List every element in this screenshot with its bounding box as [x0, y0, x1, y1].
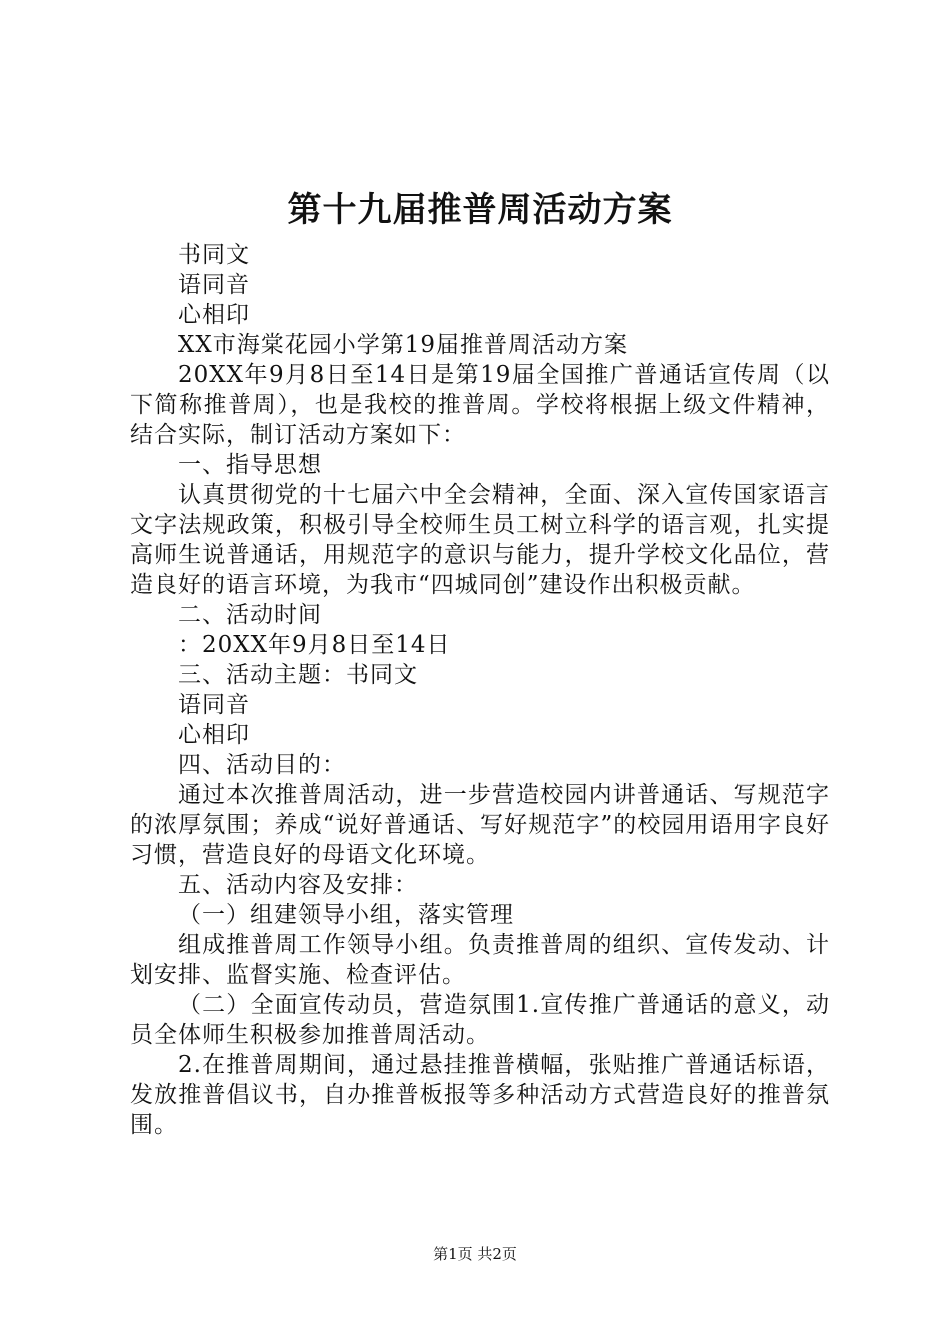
- section-heading-guiding-thought: 一、指导思想: [178, 452, 322, 478]
- subsection-heading-leadership-group: （一）组建领导小组，落实管理: [178, 902, 514, 928]
- paragraph-publicity-mobilization: （二）全面宣传动员，营造氛围1.宣传推广普通话的意义，动员全体师生积极参加推普周活动。: [130, 992, 830, 1048]
- paragraph-guiding-thought: 认真贯彻党的十七届六中全会精神，全面、深入宣传国家语言文字法规政策，积极引导全校师生员工树立科学的语言观，扎实提高师生说普通话，用规范字的意识与能力，提升学校文化品位，营造良好的语言环境，为我市“四城同创”建设作出积极贡献。: [130, 482, 830, 598]
- document-title: 第十九届推普周活动方案: [287, 190, 673, 230]
- document-body: [130, 240, 830, 1140]
- section-heading-activity-time: 二、活动时间: [178, 602, 322, 628]
- paragraph-motto-3: 心相印: [178, 302, 250, 328]
- paragraph-motto-2: 语同音: [178, 272, 250, 298]
- paragraph-intro: 20XX年9月8日至14日是第19届全国推广普通话宣传周（以下简称推普周），也是我校的推普周。学校将根据上级文件精神，结合实际，制订活动方案如下：: [130, 362, 830, 448]
- paragraph-plan-title: XX市海棠花园小学第19届推普周活动方案: [178, 332, 629, 358]
- paragraph-motto-1: 书同文: [178, 242, 250, 268]
- section-heading-content-arrangement: 五、活动内容及安排：: [178, 872, 418, 898]
- document-page: [130, 180, 830, 1140]
- paragraph-theme-2: 语同音: [178, 692, 250, 718]
- paragraph-activity-time: ：20XX年9月8日至14日: [178, 632, 451, 658]
- section-heading-activity-purpose: 四、活动目的：: [178, 752, 346, 778]
- paragraph-theme-3: 心相印: [178, 722, 250, 748]
- paragraph-publicity-item-2: 2.在推普周期间，通过悬挂推普横幅，张贴推广普通话标语，发放推普倡议书，自办推普板报等多种活动方式营造良好的推普氛围。: [130, 1052, 830, 1138]
- section-heading-activity-theme: 三、活动主题：书同文: [178, 662, 418, 688]
- paragraph-leadership-group: 组成推普周工作领导小组。负责推普周的组织、宣传发动、计划安排、监督实施、检查评估。: [130, 932, 830, 988]
- page-footer: 第1页 共2页: [433, 1245, 517, 1263]
- paragraph-activity-purpose: 通过本次推普周活动，进一步营造校园内讲普通话、写规范字的浓厚氛围；养成“说好普通话、写好规范字”的校园用语用字良好习惯，营造良好的母语文化环境。: [130, 782, 830, 868]
